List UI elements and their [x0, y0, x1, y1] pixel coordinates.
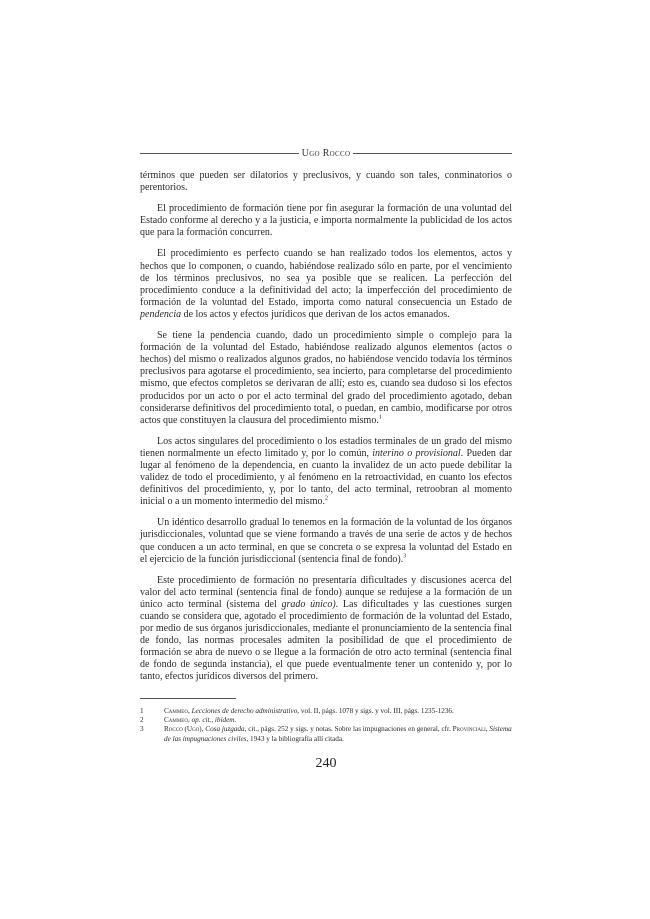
- paragraph-1: términos que pueden ser dilatorios y preclusivos, y cuando son tales, conminatorios o perentorios.: [140, 170, 512, 194]
- page-number: 240: [315, 756, 337, 772]
- paragraph-4: Se tiene la pendencia cuando, dado un procedimiento simple o complejo para la formación de la voluntad del Estado, habiéndose realizado algunos elementos (actos o hechos) del mismo o realizados algunos grados, no habiéndose vencido todavía los términos preclusivos para agotarse el procedimiento, sea incierto, para completarse del procedimiento mismo, que efectos completos se derivaran de allí; esto es, cuando sea dudoso si los efectos producidos por un acto o por el acto terminal del grado del procedimiento agotado, deban considerarse definitivos del procedimiento total, o puedan, en cambio, modificarse por otros actos que constituyen la clausura del procedimiento mismo.$^1$: [140, 330, 512, 426]
- book-page: [140, 148, 512, 772]
- footnote-number: 2: [140, 715, 144, 724]
- footnote-number: 1: [140, 706, 144, 715]
- footnote-ref-1[interactable]: 1: [378, 414, 382, 421]
- footnote-separator: [140, 698, 236, 699]
- header-rule-right: [353, 153, 512, 154]
- footnote-ref-3[interactable]: 3: [403, 553, 407, 560]
- paragraph-7: Este procedimiento de formación no presentaría dificultades y discusiones acerca del valor del acto terminal (sentencia final de fondo) aunque se redujese a la formación de un único acto terminal (sistema del grado único). Las dificultades y las cuestiones surgen cuando se considera que, agotado el procedimiento de formación de la voluntad del Estado, por medio de sus órganos jurisdiccionales, mediante el pronunciamiento de la sentencia final de fondo, las normas procesales admiten la posibilidad de que el procedimiento de formación se abra de nuevo o se llegue a la formación de otro acto terminal (sentencia final de fondo de segunda instancia), el que puede eventualmente tener un contenido y, por lo tanto, efectos jurídicos diversos del primero.: [140, 574, 512, 683]
- footnote-number: 3: [140, 725, 144, 734]
- body-text: [140, 170, 512, 684]
- paragraph-6: Un idéntico desarrollo gradual lo tenemos en la formación de la voluntad de los órganos jurisdiccionales, voluntad que se viene formando a través de una serie de actos y de hechos que conducen a un acto terminal, en que se concreta o se expresa la voluntad del Estado en el ejercicio de la función jurisdiccional (sentencia final de fondo).$^3$: [140, 517, 512, 565]
- running-head-title: Ugo Rocco: [301, 148, 351, 159]
- footnote-1: 1 Cammeo, Lecciones de derecho administrativo, vol. II, págs. 1078 y sigs. y vol. III, págs. 1235-1236.: [140, 706, 454, 715]
- paragraph-2: El procedimiento de formación tiene por fin asegurar la formación de una voluntad del Estado conforme al derecho y a la justicia, e importa normalmente la publicidad de los actos que para la formación concurren.: [140, 203, 512, 239]
- footnotes: [140, 707, 512, 745]
- running-head: [140, 148, 512, 159]
- header-rule-left: [140, 153, 299, 154]
- footnote-2: 2 Cammeo, op. cit., ibídem.: [140, 715, 237, 724]
- footnote-ref-2[interactable]: 2: [324, 495, 328, 502]
- footnote-3: 3 Rocco (Ugo), Cosa juzgada, cit., págs. 252 y sigs. y notas. Sobre las impugnaciones en general, cfr. Provinciali, Sistema de las impugnaciones civiles, 1943 y la bibliografía allí citada.: [140, 725, 512, 743]
- paragraph-3: El procedimiento es perfecto cuando se han realizado todos los elementos, actos y hechos que lo componen, o cuando, habiéndose realizado sólo en parte, por el vencimiento de los términos preclusivos, no sea ya posible que se realicen. La perfección del procedimiento conduce a la definitividad del acto; la imperfección del procedimiento de formación de la voluntad del Estado, importa como natural consecuencia un Estado de pendencia de los actos y efectos jurídicos que derivan de los actos emanados.: [140, 248, 512, 320]
- paragraph-5: Los actos singulares del procedimiento o los estadios terminales de un grado del mismo tienen normalmente un efecto limitado y, por lo común, interino o provisional. Pueden dar lugar al fenómeno de la dependencia, en cuanto la invalidez de un acto puede debilitar la validez de todo el procedimiento, y al fenómeno en la retroactividad, en cuanto los efectos definitivos del procedimiento, y, por lo tanto, del acto terminal, retroobran al momento inicial o a un momento intermedio del mismo.$^2$: [140, 435, 512, 508]
